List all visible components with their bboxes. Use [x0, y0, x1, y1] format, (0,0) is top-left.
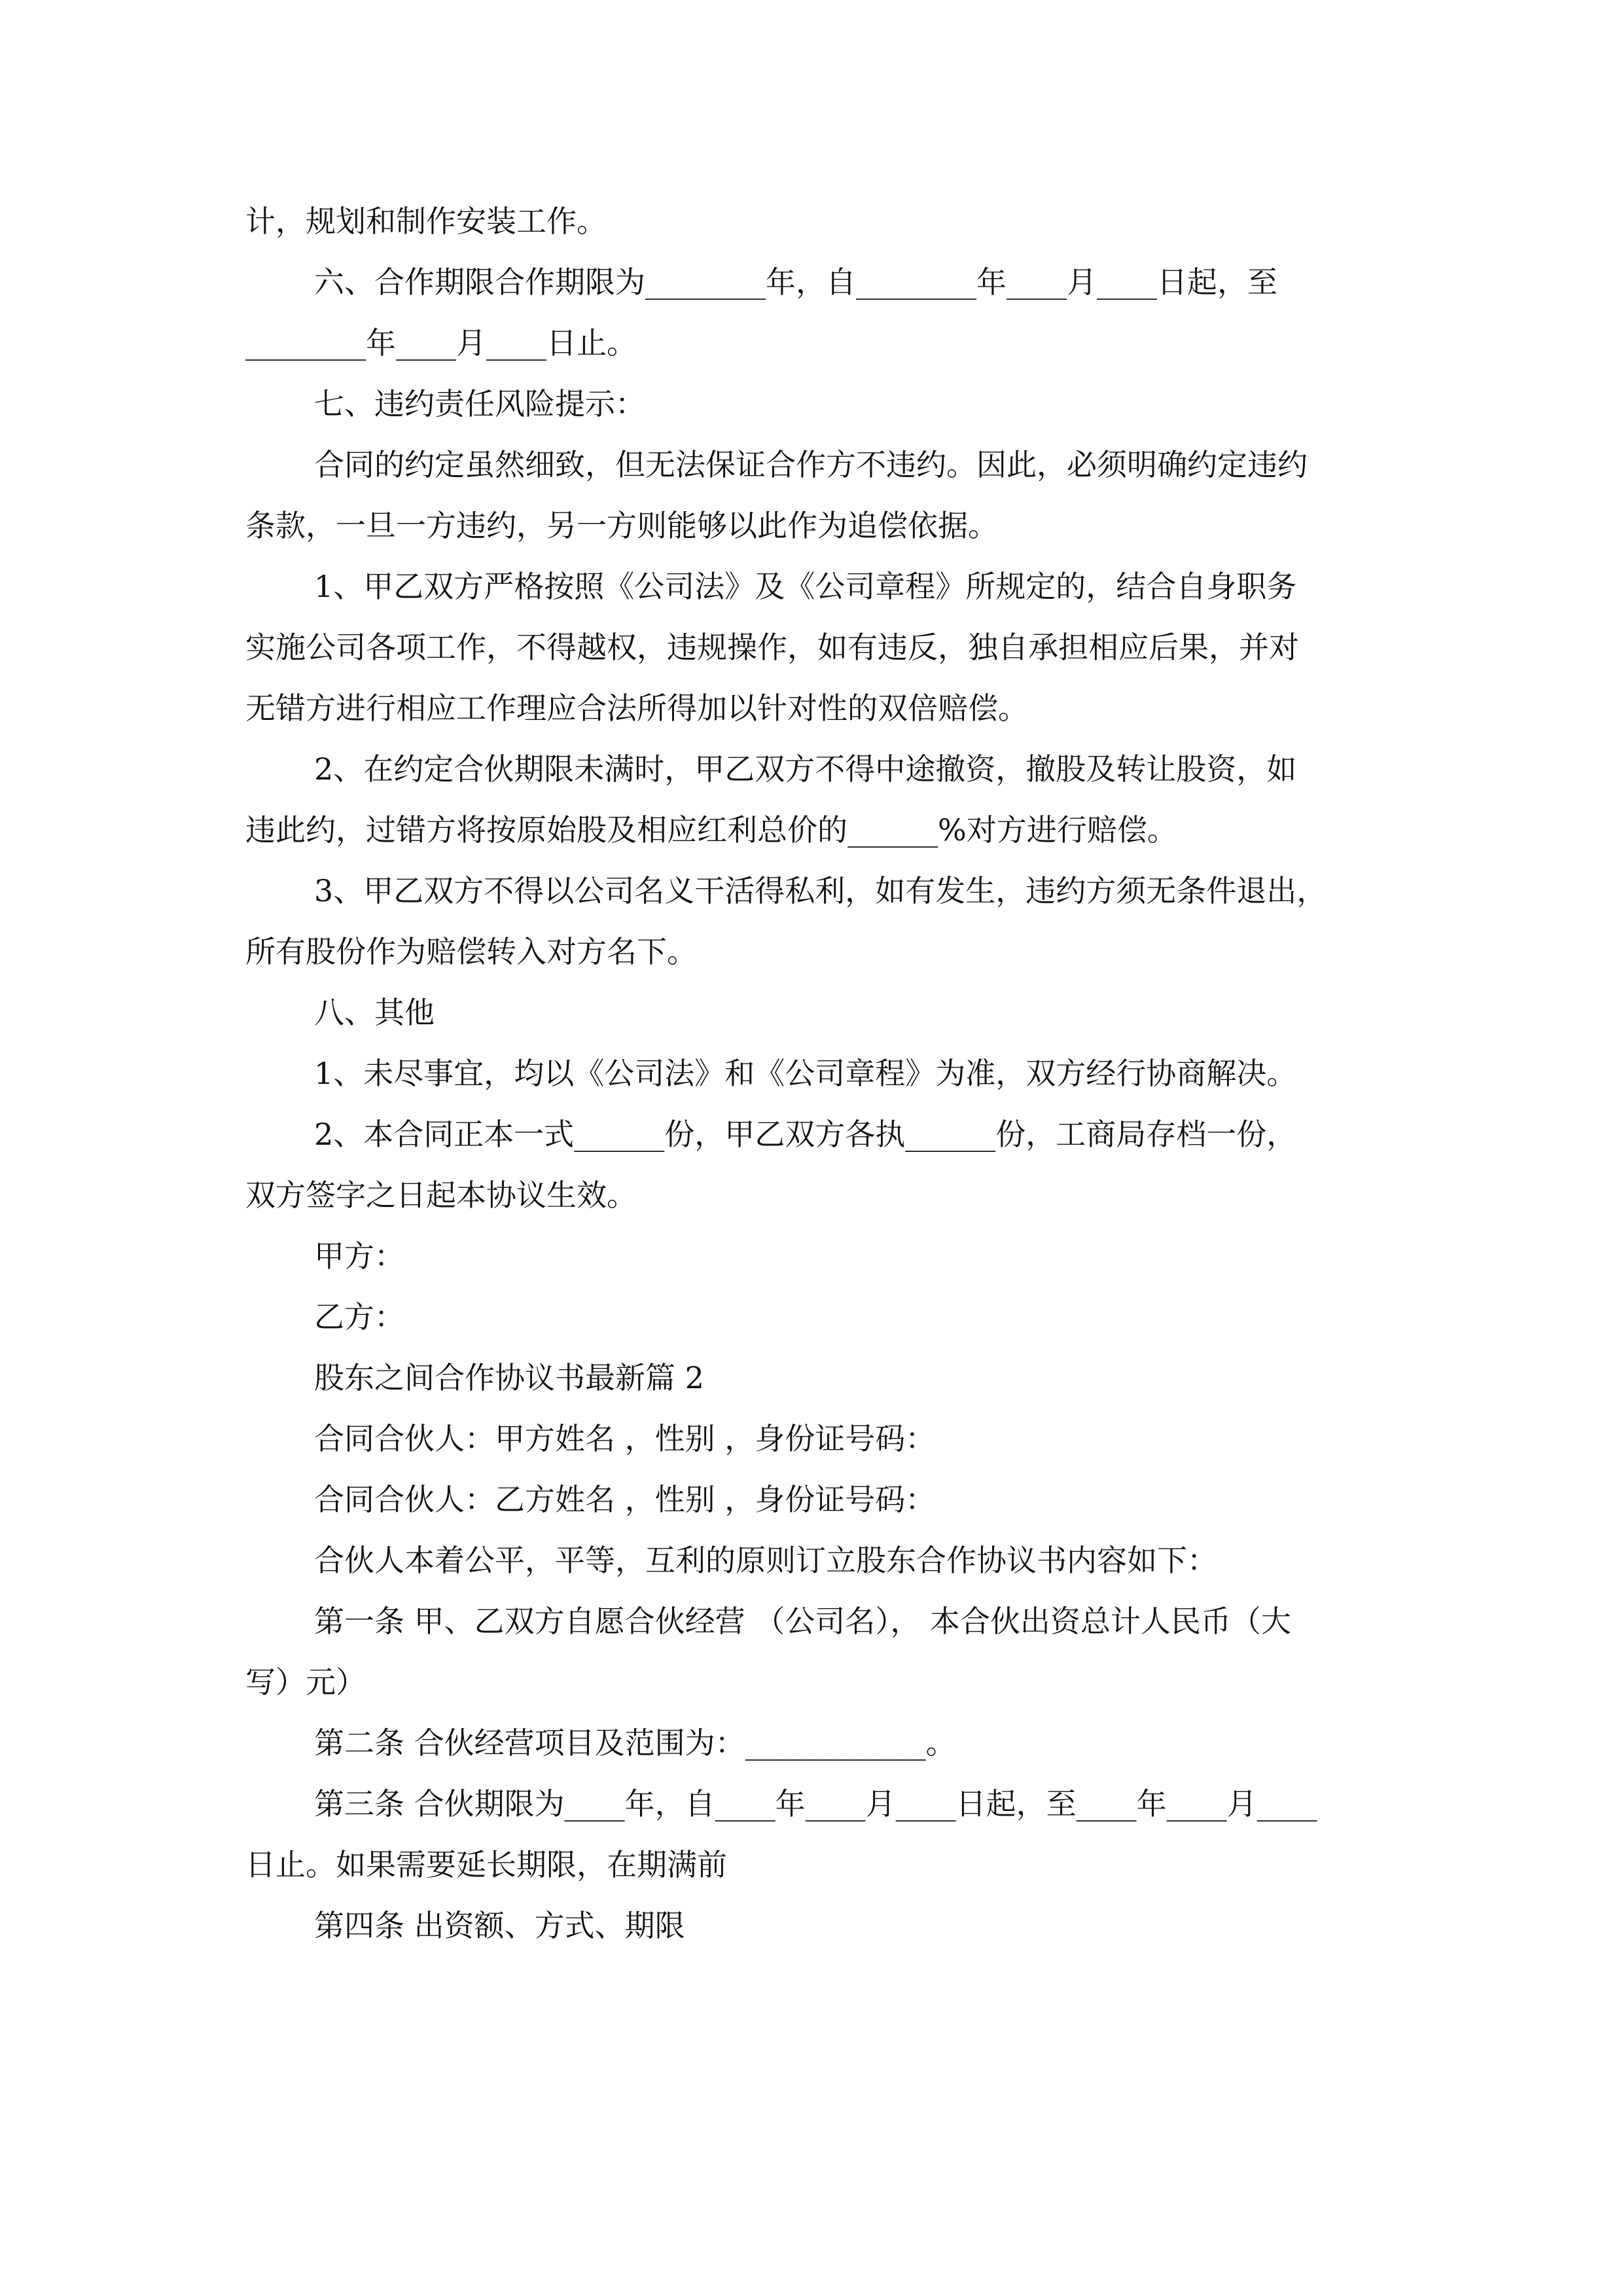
document-line: 第二条 合伙经营项目及范围为：____________。 — [314, 1725, 956, 1761]
document-line: 第三条 合伙期限为____年，自____年____月____日起，至____年____月____ — [314, 1786, 1317, 1821]
document-line: 七、违约责任风险提示： — [314, 386, 645, 422]
document-line: 双方签字之日起本协议生效。 — [245, 1177, 637, 1213]
document-line: ________年____月____日止。 — [245, 325, 637, 361]
document-line: 实施公司各项工作，不得越权，违规操作，如有违反，独自承担相应后果，并对 — [245, 630, 1299, 665]
document-line: 股东之间合作协议书最新篇 2 — [314, 1360, 704, 1395]
document-line: 所有股份作为赔偿转入对方名下。 — [245, 934, 697, 969]
document-line: 合伙人本着公平，平等，互利的原则订立股东合作协议书内容如下： — [314, 1543, 1217, 1578]
document-line: 乙方： — [314, 1299, 404, 1335]
document-line: 2、在约定合伙期限未满时，甲乙双方不得中途撤资，撤股及转让股资，如 — [314, 751, 1297, 787]
document-line: 八、其他 — [314, 995, 435, 1030]
document-body — [245, 191, 1381, 1956]
document-line: 违此约，过错方将按原始股及相应红利总价的______%对方进行赔偿。 — [245, 812, 1177, 848]
document-line: 合同合伙人：乙方姓名 ，性别 ，身份证号码： — [314, 1482, 936, 1517]
document-line: 合同合伙人：甲方姓名 ，性别 ，身份证号码： — [314, 1421, 936, 1456]
document-line: 无错方进行相应工作理应合法所得加以针对性的双倍赔偿。 — [245, 691, 1028, 726]
document-line: 1、未尽事宜，均以《公司法》和《公司章程》为准，双方经行协商解决。 — [314, 1056, 1297, 1091]
document-line: 六、合作期限合作期限为________年，自________年____月____日起，至 — [314, 264, 1277, 300]
document-line: 合同的约定虽然细致，但无法保证合作方不违约。因此，必须明确约定违约 — [314, 447, 1308, 482]
document-line: 写）元） — [245, 1664, 366, 1700]
document-line: 2、本合同正本一式______份，甲乙双方各执______份，工商局存档一份， — [314, 1117, 1297, 1152]
document-line: 1、甲乙双方严格按照《公司法》及《公司章程》所规定的，结合自身职务 — [314, 569, 1297, 604]
document-line: 计，规划和制作安装工作。 — [245, 204, 607, 239]
document-line: 条款，一旦一方违约，另一方则能够以此作为追偿依据。 — [245, 508, 998, 543]
document-line: 第一条 甲、乙双方自愿合伙经营 （公司名）， 本合伙出资总计人民币（大 — [314, 1604, 1291, 1639]
document-line: 3、甲乙双方不得以公司名义干活得私利，如有发生，违约方须无条件退出， — [314, 873, 1327, 908]
document-line: 甲方： — [314, 1238, 404, 1274]
document-line: 日止。如果需要延长期限，在期满前 — [245, 1847, 727, 1882]
document-line: 第四条 出资额、方式、期限 — [314, 1908, 685, 1943]
